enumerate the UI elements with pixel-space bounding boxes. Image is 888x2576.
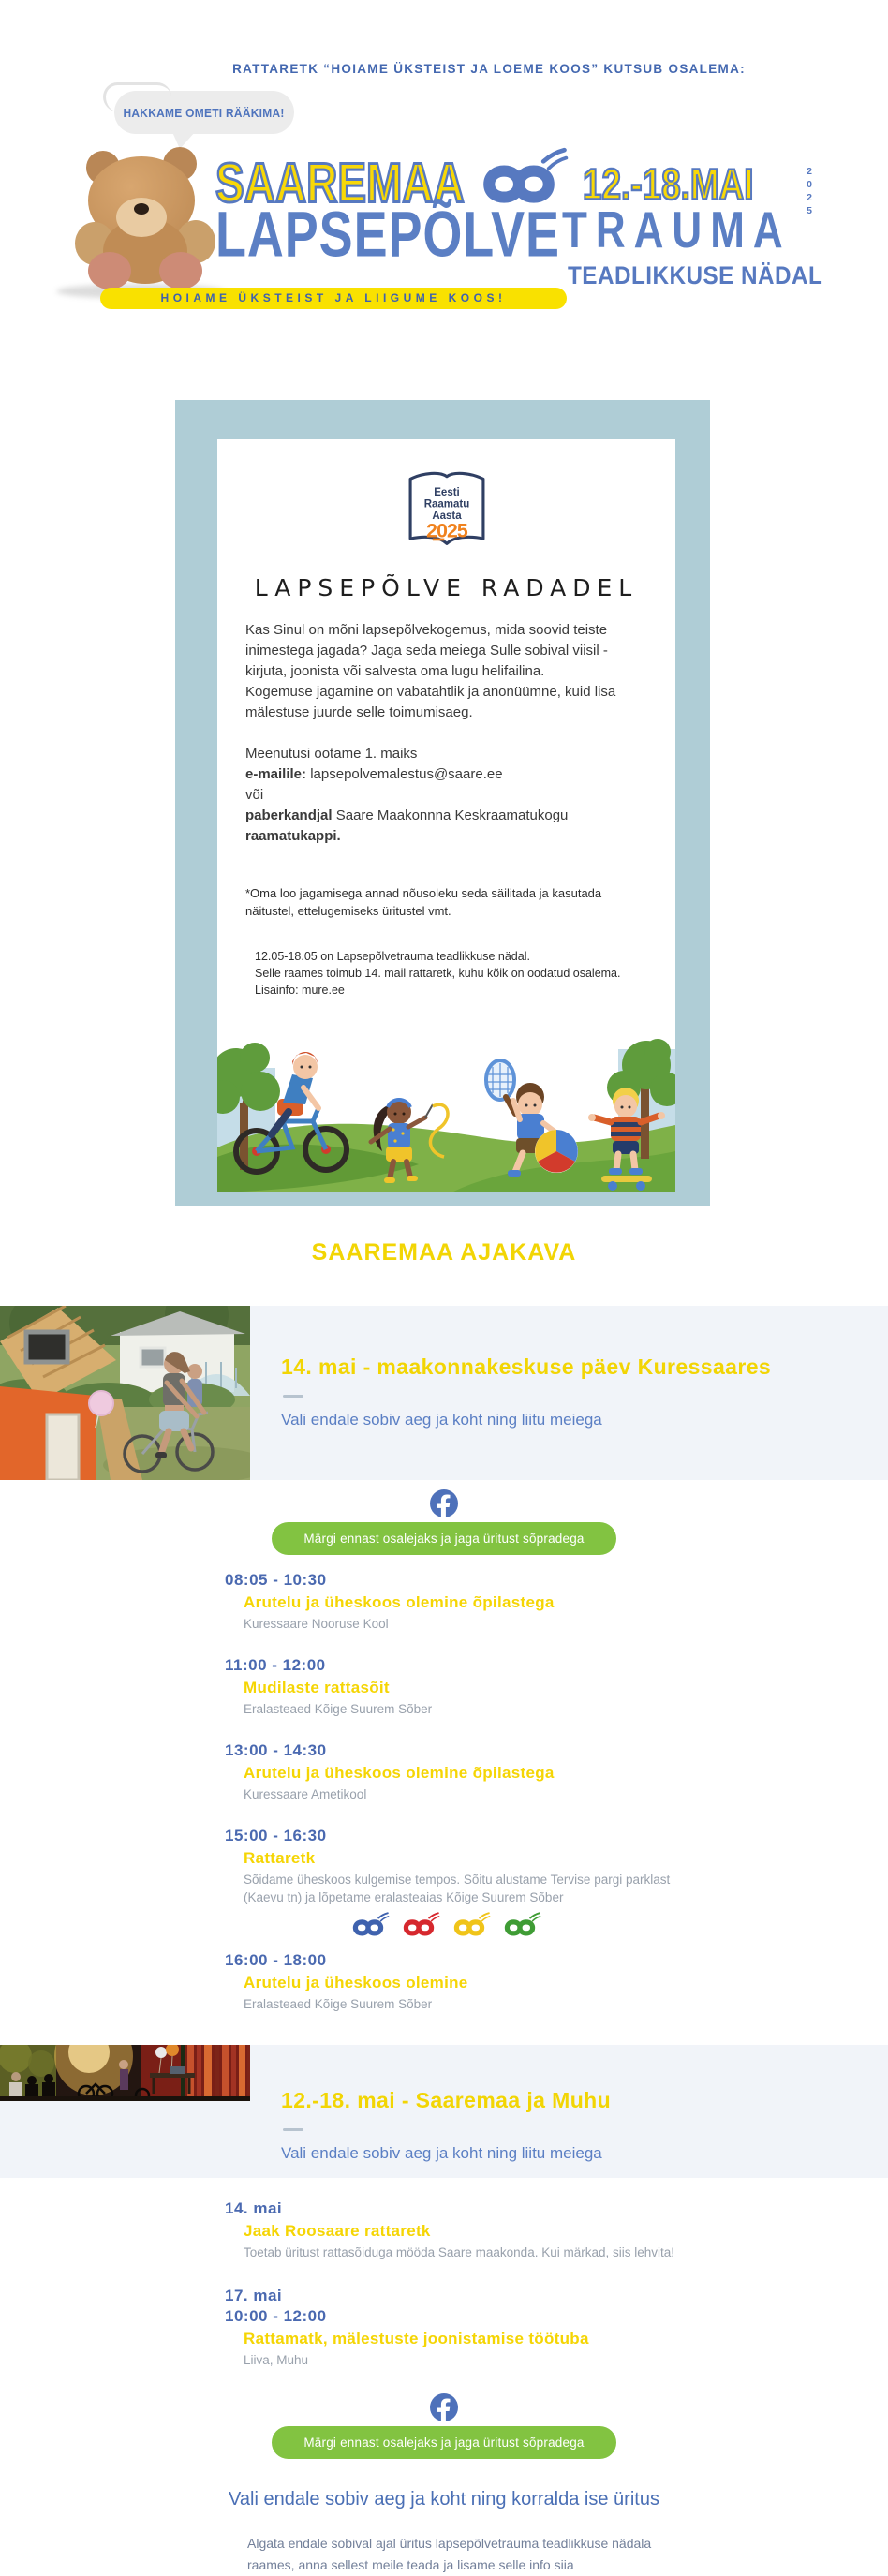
- poster-consent-note: *Oma loo jagamisega annad nõusoleku seda säilitada ja kasutada näitustel, ettelugemiseks üritustel vmt.: [245, 886, 602, 918]
- logo-tagline-banner: HOIAME ÜKSTEIST JA LIIGUME KOOS!: [100, 288, 567, 309]
- item-time: 08:05 - 10:30: [225, 1571, 327, 1589]
- schedule-item: [225, 2198, 888, 2261]
- item-time: 11:00 - 12:00: [225, 1656, 326, 1674]
- event-title: 14. mai - maakonnakeskuse päev Kuressaares: [281, 1355, 772, 1379]
- poster-or: või: [245, 787, 264, 803]
- poster-paragraph-2: Kogemuse jagamine on vabatahtlik ja anonüümne, kuid lisa mälestuse juurde selle toimumisaeg.: [245, 684, 616, 720]
- organize-cta: Vali endale sobiv aeg ja koht ning korralda ise üritus: [229, 2489, 659, 2509]
- facebook-icon[interactable]: [430, 1489, 458, 1517]
- item-description: Sõidame üheskoos kulgemise tempos. Sõitu alustame Tervise pargi parklast (Kaevu tn) ja lõpetame eralasteaias Kõige Suurem Sõber: [244, 1873, 671, 1904]
- poster-paper-label: paberkandjal: [245, 807, 333, 823]
- poster-paper-bold: raamatukappi.: [245, 828, 341, 844]
- logo-dates-text: 12.-18.MAI: [583, 160, 754, 209]
- item-title: Mudilaste rattasõit: [244, 1679, 390, 1696]
- book-logo-year: 2025: [425, 520, 467, 542]
- item-date: 17. mai: [225, 2287, 283, 2304]
- title-dash: [283, 2128, 303, 2131]
- schedule-heading: SAAREMAA AJAKAVA: [311, 1239, 577, 1266]
- item-venue: Eralasteaed Kõige Suurem Sõber: [244, 1702, 433, 1716]
- item-title: Rattaretk: [244, 1849, 316, 1867]
- facebook-share-button[interactable]: Märgi ennast osalejaks ja jaga üritust sõpradega: [272, 1522, 615, 1555]
- campaign-logo: [0, 89, 888, 319]
- book-logo-line3: Aasta: [431, 510, 462, 522]
- organize-cta-description: Algata endale sobival ajal üritus lapsepõlvetrauma teadlikkuse nädala raames, anna sellest meile teada ja lisame selle info siia: [247, 2536, 652, 2572]
- poster-info-2: Selle raames toimub 14. mail rattaretk, kuhu kõik on oodatud osalema.: [255, 967, 621, 980]
- title-dash: [283, 1395, 303, 1398]
- poster-deadline: Meenutusi ootame 1. maiks: [245, 746, 418, 762]
- photo-bike-ride: [0, 1306, 250, 1480]
- schedule-list-kuressaare: [225, 1570, 888, 1906]
- speech-bubble: [114, 91, 294, 134]
- logo-title-trauma: TRAUMA: [562, 201, 792, 259]
- poster-card: [217, 439, 675, 1192]
- poster-paragraph-1: Kas Sinul on mõni lapsepõlvekogemus, mida soovid teiste inimestega jagada? Jaga seda meiega Sulle sobival viisil - kirjuta, joonista või salvesta oma lugu helifailina.: [245, 622, 608, 679]
- schedule-item: [225, 1740, 888, 1803]
- button-row-2: [0, 2426, 888, 2459]
- item-time: 15:00 - 16:30: [225, 1827, 327, 1844]
- poster-contact-block: [245, 744, 647, 847]
- teddy-bear-photo: [81, 147, 212, 288]
- event-panel-content: [281, 2045, 888, 2163]
- event-subtitle: Vali endale sobiv aeg ja koht ning liitu meiega: [281, 1411, 602, 1429]
- beach-ball: [535, 1130, 578, 1173]
- button-row-1: [0, 1522, 888, 1555]
- event-panel-content: [281, 1306, 888, 1429]
- schedule-item: [225, 1570, 888, 1633]
- facebook-share-button[interactable]: Märgi ennast osalejaks ja jaga üritust sõpradega: [272, 2426, 615, 2459]
- poster-paper-text: Saare Maakonnna Keskraamatukogu: [335, 807, 569, 823]
- eesti-raamatu-aasta-logo: [404, 466, 490, 555]
- poster-title: LAPSEPÕLVE RADADEL: [254, 574, 639, 601]
- logo-title-lapsepolve: LAPSEPÕLVE: [215, 199, 560, 271]
- event-subtitle: Vali endale sobiv aeg ja koht ning liitu meiega: [281, 2144, 602, 2162]
- item-title: Rattamatk, mälestuste joonistamise töötuba: [244, 2330, 589, 2347]
- item-venue: Eralasteaed Kõige Suurem Sõber: [244, 1997, 433, 2011]
- book-logo-line1: Eesti: [433, 487, 460, 499]
- item-time: 16:00 - 18:00: [225, 1951, 327, 1969]
- item-title: Arutelu ja üheskoos olemine: [244, 1974, 468, 1991]
- schedule-item: [225, 2286, 888, 2369]
- item-title: Arutelu ja üheskoos olemine õpilastega: [244, 1764, 555, 1782]
- item-venue: Kuressaare Nooruse Kool: [244, 1617, 389, 1631]
- poster-info-block: [255, 948, 647, 999]
- photo-stage-event: [0, 2045, 250, 2101]
- poster: [175, 400, 710, 1206]
- infinity-symbols-row: [0, 1912, 888, 1939]
- schedule-item: [225, 1826, 888, 1906]
- schedule-item: [225, 1655, 888, 1718]
- schedule-list-muhu: [225, 2198, 888, 2369]
- item-venue: Liiva, Muhu: [244, 2353, 309, 2367]
- facebook-row-1: [0, 1489, 888, 1517]
- children-playing-illustration: [217, 1016, 675, 1192]
- infinity-blue-icon: [346, 1912, 391, 1939]
- schedule-list-kuressaare-tail: [225, 1950, 888, 2013]
- event-panel-kuressaare: [0, 1306, 888, 1480]
- speech-bubble-text: HAKKAME OMETI RÄÄKIMA!: [123, 105, 286, 120]
- item-time: 13:00 - 14:30: [225, 1741, 327, 1759]
- poster-email-label: e-mailile:: [245, 766, 307, 782]
- poster-info-1: 12.05-18.05 on Lapsepõlvetrauma teadlikkuse nädal.: [255, 950, 530, 963]
- infinity-yellow-icon: [447, 1912, 492, 1939]
- book-logo-line2: Raamatu: [423, 498, 469, 511]
- item-description: Toetab üritust rattasõiduga mööda Saare maakonda. Kui märkad, siis lehvita!: [244, 2245, 675, 2259]
- item-venue: Kuressaare Ametikool: [244, 1787, 367, 1801]
- poster-email-value: lapsepolvemalestus@saare.ee: [310, 766, 503, 782]
- item-date: 14. mai: [225, 2199, 283, 2217]
- logo-title-teadlikkuse: TEADLIKKUSE NÄDAL: [568, 261, 823, 289]
- poster-info-3: Lisainfo: mure.ee: [255, 984, 345, 997]
- schedule-item: [225, 1950, 888, 2013]
- item-title: Arutelu ja üheskoos olemine õpilastega: [244, 1593, 555, 1611]
- event-title: 12.-18. mai - Saaremaa ja Muhu: [281, 2088, 612, 2112]
- invite-line: RATTARETK “HOIAME ÜKSTEIST JA LOEME KOOS” KUTSUB OSALEMA:: [232, 62, 746, 76]
- infinity-green-icon: [497, 1912, 542, 1939]
- item-title: Jaak Roosaare rattaretk: [244, 2222, 431, 2240]
- logo-region-text: SAAREMAA: [215, 152, 465, 215]
- logo-year-text: 2025: [804, 166, 815, 218]
- infinity-red-icon: [396, 1912, 441, 1939]
- event-panel-muhu: [0, 2045, 888, 2178]
- item-time: 10:00 - 12:00: [225, 2307, 327, 2325]
